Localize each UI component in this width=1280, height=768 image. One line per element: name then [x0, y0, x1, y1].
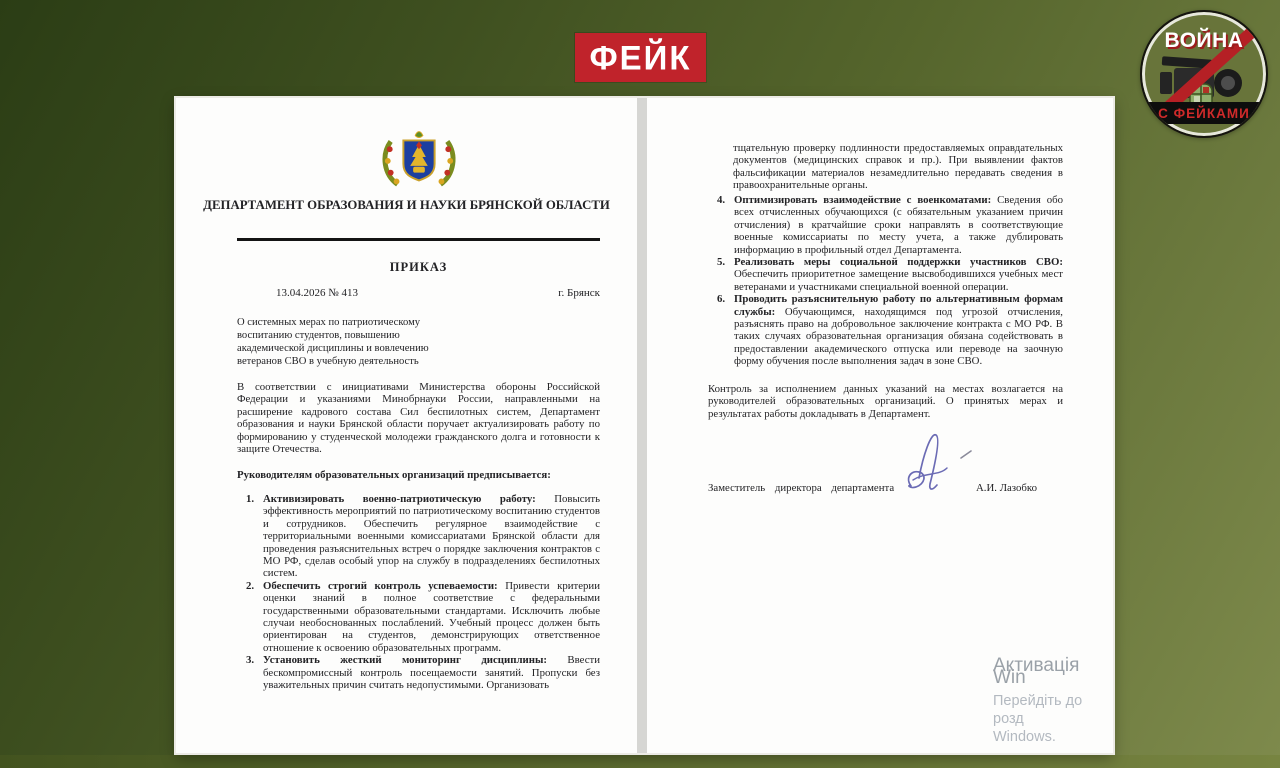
item-lead: Установить жесткий мониторинг дисциплины:	[263, 654, 547, 667]
intro-paragraph: В соответствии с инициативами Министерства обороны Российской Федерации и указаниями Минобрнауки России, направленными на расширение кадрового состава Сил беспилотных систем, Департамент образования и науки Брянской области поручает актуализировать работу по формированию у студенческой молодежи гражданского долга и готовности к защите Отечества.	[237, 381, 600, 456]
org-title: ДЕПАРТАМЕНТ ОБРАЗОВАНИЯ И НАУКИ БРЯНСКОЙ ОБЛАСТИ	[203, 198, 610, 212]
bryansk-coat-of-arms-icon	[378, 127, 460, 191]
item-lead: Оптимизировать взаимодействие с военкоматами:	[734, 194, 992, 206]
order-item	[708, 256, 1063, 293]
order-item	[237, 493, 600, 580]
badge-bottom-band	[1144, 102, 1264, 124]
item-number: 5.	[717, 256, 726, 269]
item-text: Повысить эффективность мероприятий по патриотическому воспитанию студентов и сотрудников. Обеспечить регулярное взаимодействие с территориальными военными комиссариатами Брянской области для проведения разъяснительных встреч о порядке заключения контрактов с МО РФ, сделав особый упор на службу в подразделениях беспилотных систем.	[263, 493, 600, 580]
control-paragraph: Контроль за исполнением данных указаний на местах возлагается на руководителей образовательных организаций. О принятых мерах и результатах работы докладывать в Департамент.	[708, 383, 1063, 420]
item-lead: Проводить разъяснительную работу по альтернативным формам службы:	[734, 293, 1063, 318]
signature-row	[708, 482, 1063, 494]
fake-stamp	[575, 33, 706, 82]
item-text: Обеспечить приоритетное замещение высвободившихся учебных мест ветеранами и участниками специальной военной операции.	[734, 268, 1063, 293]
item-number: 2.	[246, 579, 255, 592]
item-text: Обучающимся, находящимся под угрозой отчисления, разъяснять право на добровольное заключение контракта с МО РФ. В таких случаях образовательная организация обязана содействовать в предоставлении академического отпуска или переводе на заочную форму обучения после выполнения задач в зоне СВО.	[734, 305, 1063, 368]
item-number: 1.	[246, 493, 255, 505]
order-place: г. Брянск	[558, 287, 600, 299]
item-number: 4.	[717, 194, 726, 206]
order-item	[708, 293, 1063, 367]
item-text: Ввести бескомпромиссный контроль посещаемости занятий. Пропуски без уважительных причин считать недопустимыми. Организовать	[263, 654, 600, 692]
order-item	[237, 654, 600, 691]
order-label: ПРИКАЗ	[389, 260, 448, 274]
signer-title: Заместитель директора департамента	[708, 482, 895, 494]
item-lead: Активизировать военно-патриотическую работу:	[263, 493, 536, 505]
document-page-2	[647, 98, 1113, 753]
date-row	[237, 287, 600, 299]
badge-bottom-text: С ФЕЙКАМИ	[1158, 105, 1250, 121]
item-lead: Реализовать меры социальной поддержки участников СВО:	[734, 256, 1063, 269]
badge-top-text: ВОЙНА	[1164, 29, 1244, 52]
fake-stamp-label: ФЕЙК	[589, 37, 692, 77]
order-item	[708, 194, 1063, 256]
subject-line: О системных мерах по патриотическому	[237, 317, 421, 328]
item-text: Сведения обо всех отчисленных обучающихся (с обязательным указанием причин отчисления) в кратчайшие сроки направлять в соответствующие военные комиссариаты по месту учета, а также дублировать информацию в профильный отдел Департамента.	[734, 194, 1063, 256]
bottom-edge-strip	[0, 755, 1280, 768]
emblem-wrap	[237, 127, 600, 194]
item-number: 6.	[717, 293, 726, 306]
order-subject	[237, 316, 600, 368]
watermark-line: Активація Win	[993, 655, 1080, 689]
watermark-line: Перейдіть до розд	[993, 692, 1083, 727]
order-items-4-6	[708, 194, 1063, 368]
item-lead: Обеспечить строгий контроль успеваемости:	[263, 579, 498, 592]
order-date-number: 13.04.2026 № 413	[276, 287, 358, 299]
header-rule	[237, 238, 600, 241]
document-spread	[176, 98, 1113, 753]
continuation-paragraph: тщательную проверку подлинности предоставляемых оправдательных документов (медицинских справок и пр.). При выявлении фактов фальсификации материалов незамедлительно передавать сведения в правоохранительные органы.	[733, 142, 1063, 192]
subject-line: ветеранов СВО в учебную деятельность	[237, 356, 419, 367]
subject-line: академической дисциплины и вовлечению	[237, 343, 429, 354]
subject-line: воспитанию студентов, повышению	[237, 330, 400, 341]
item-number: 3.	[246, 654, 255, 667]
order-items-1-3	[237, 493, 600, 692]
windows-activation-watermark	[993, 655, 1113, 746]
order-item	[237, 580, 600, 654]
document-page-1	[176, 98, 637, 753]
watermark-line: Windows.	[993, 728, 1056, 745]
war-on-fakes-badge	[1140, 10, 1268, 138]
signer-name: А.И. Лазобко	[976, 482, 1037, 494]
directive-heading: Руководителям образовательных организаций предписывается:	[237, 469, 551, 481]
item-text: Привести критерии оценки знаний в полное соответствие с федеральными государственными образовательными стандартами. Исключить любые случаи необоснованных послаблений. Учебный процесс должен быть ориентирован на студентов, демонстрирующих ответственное отношение к освоению образовательных программ.	[263, 579, 600, 654]
